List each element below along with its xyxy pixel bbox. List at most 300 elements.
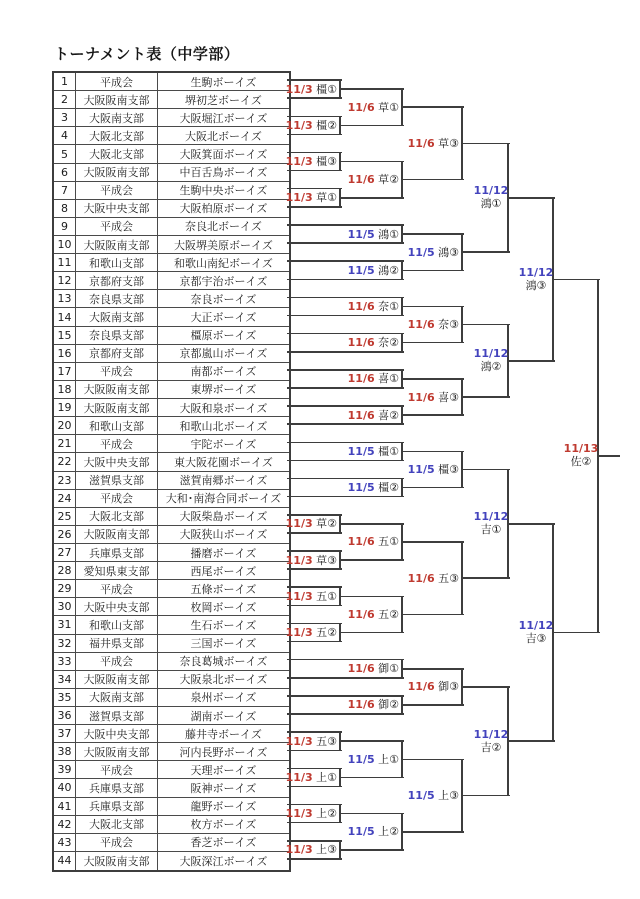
bracket-line bbox=[508, 197, 555, 199]
match-code: 御① bbox=[374, 662, 399, 676]
match-label bbox=[277, 842, 337, 857]
team-name: 三国ボーイズ bbox=[190, 637, 257, 651]
match-code: 橿① bbox=[312, 82, 337, 96]
team-name: 堺初芝ボーイズ bbox=[185, 93, 262, 107]
match-code: 喜③ bbox=[434, 390, 459, 404]
bracket-line bbox=[287, 116, 342, 118]
seed-number: 26 bbox=[54, 526, 76, 543]
bracket-line bbox=[287, 97, 342, 99]
bracket-line bbox=[287, 840, 342, 842]
team-name: 大阪堀江ボーイズ bbox=[179, 111, 268, 125]
bracket-line bbox=[287, 731, 342, 733]
match-date: 11/3 bbox=[285, 626, 313, 640]
bracket-line bbox=[287, 152, 342, 154]
bracket-line bbox=[340, 777, 404, 779]
bracket-line bbox=[402, 541, 464, 543]
branch-name: 平成会 bbox=[76, 653, 158, 670]
bracket-line bbox=[340, 559, 404, 561]
match-code: 鴻② bbox=[480, 360, 502, 374]
match-date: 11/12 bbox=[473, 184, 509, 198]
branch-name: 大阪阪南支部 bbox=[76, 164, 158, 181]
match-code: 五③ bbox=[312, 734, 337, 748]
bracket-line bbox=[287, 134, 342, 136]
bracket-line bbox=[287, 387, 404, 389]
branch-name: 大阪北支部 bbox=[76, 816, 158, 833]
match-label bbox=[339, 227, 399, 242]
match-label bbox=[277, 118, 337, 133]
team-name: 香芝ボーイズ bbox=[190, 836, 257, 850]
team-name: 生駒中央ボーイズ bbox=[179, 184, 268, 198]
bracket-line bbox=[462, 795, 510, 797]
branch-name: 大阪北支部 bbox=[76, 508, 158, 525]
bracket-line bbox=[287, 641, 342, 643]
bracket-line bbox=[553, 632, 600, 634]
match-label bbox=[277, 589, 337, 604]
seed-number: 23 bbox=[54, 472, 76, 489]
seed-number: 25 bbox=[54, 508, 76, 525]
seed-number: 6 bbox=[54, 164, 76, 181]
branch-name: 京都府支部 bbox=[76, 345, 158, 362]
branch-name: 平成会 bbox=[76, 761, 158, 778]
bracket-line bbox=[402, 179, 464, 181]
branch-name: 大阪南支部 bbox=[76, 109, 158, 126]
bracket-line bbox=[287, 514, 342, 516]
team-name: 大阪堺美原ボーイズ bbox=[174, 238, 273, 252]
match-label bbox=[399, 390, 459, 405]
seed-number: 9 bbox=[54, 218, 76, 235]
branch-name: 平成会 bbox=[76, 580, 158, 597]
match-date: 11/3 bbox=[285, 807, 313, 821]
match-label bbox=[339, 480, 399, 495]
bracket-line bbox=[402, 233, 464, 235]
bracket-line bbox=[402, 306, 464, 308]
match-code: 御③ bbox=[434, 680, 459, 694]
bracket-line bbox=[340, 596, 404, 598]
match-label bbox=[277, 734, 337, 749]
branch-name: 大阪北支部 bbox=[76, 127, 158, 144]
match-date: 11/5 bbox=[347, 825, 375, 839]
match-label bbox=[399, 245, 459, 260]
seed-number: 43 bbox=[54, 834, 76, 851]
match-code: 上③ bbox=[312, 843, 337, 857]
match-date: 11/5 bbox=[407, 463, 435, 476]
bracket-line bbox=[287, 170, 342, 172]
match-code: 奈③ bbox=[434, 318, 459, 332]
seed-number: 40 bbox=[54, 779, 76, 796]
bracket-line bbox=[287, 333, 404, 335]
team-name: 五條ボーイズ bbox=[190, 582, 257, 596]
team-name: 南都ボーイズ bbox=[190, 365, 257, 379]
match-code: 佐② bbox=[570, 455, 592, 469]
branch-name: 奈良県支部 bbox=[76, 327, 158, 344]
branch-name: 大阪阪南支部 bbox=[76, 381, 158, 398]
bracket-line bbox=[340, 161, 404, 163]
bracket-line bbox=[287, 695, 404, 697]
match-date: 11/5 bbox=[347, 752, 375, 766]
team-name: 生駒ボーイズ bbox=[190, 75, 257, 89]
bracket-line bbox=[287, 79, 342, 81]
bracket-line bbox=[402, 668, 464, 670]
bracket-line bbox=[462, 396, 510, 398]
team-name: 京都宇治ボーイズ bbox=[179, 274, 268, 288]
team-name: 大阪箕面ボーイズ bbox=[179, 148, 268, 161]
team-name: 大阪北ボーイズ bbox=[185, 129, 262, 143]
match-code: 橿① bbox=[374, 444, 399, 458]
match-date: 11/3 bbox=[285, 82, 313, 96]
match-label bbox=[339, 752, 399, 767]
match-label bbox=[277, 806, 337, 821]
bracket-line bbox=[402, 831, 464, 833]
bracket-line bbox=[287, 822, 342, 824]
seed-number: 36 bbox=[54, 707, 76, 724]
seed-number: 22 bbox=[54, 453, 76, 470]
branch-name: 大阪阪南支部 bbox=[76, 399, 158, 416]
team-name: 橿原ボーイズ bbox=[190, 329, 257, 343]
team-name: 河内長野ボーイズ bbox=[179, 745, 268, 759]
bracket-line bbox=[553, 279, 600, 281]
bracket-line bbox=[287, 786, 342, 788]
branch-name: 平成会 bbox=[76, 218, 158, 235]
match-label bbox=[339, 335, 399, 350]
team-name: 大阪泉北ボーイズ bbox=[179, 673, 268, 687]
bracket-line bbox=[287, 550, 342, 552]
bracket-line bbox=[402, 759, 464, 761]
match-code: 御② bbox=[374, 698, 399, 712]
bracket-line bbox=[462, 686, 510, 688]
seed-number: 8 bbox=[54, 200, 76, 217]
bracket-line bbox=[402, 342, 464, 344]
bracket-line bbox=[340, 813, 404, 815]
match-code: 草① bbox=[312, 191, 337, 205]
seed-number: 44 bbox=[54, 852, 76, 870]
team-name: 枚岡ボーイズ bbox=[190, 600, 257, 614]
bracket-line bbox=[287, 659, 404, 661]
match-date: 11/3 bbox=[285, 770, 313, 784]
team-name: 阪神ボーイズ bbox=[190, 781, 257, 795]
match-date: 11/5 bbox=[347, 227, 375, 241]
bracket-line bbox=[402, 414, 464, 416]
bracket-line bbox=[287, 750, 342, 752]
seed-number: 12 bbox=[54, 272, 76, 289]
match-label bbox=[339, 299, 399, 314]
branch-name: 兵庫県支部 bbox=[76, 779, 158, 796]
match-label bbox=[339, 444, 399, 459]
team-name: 滋賀南郷ボーイズ bbox=[179, 474, 268, 488]
branch-name: 平成会 bbox=[76, 435, 158, 452]
match-code: 橿③ bbox=[434, 463, 459, 476]
branch-name: 大阪北支部 bbox=[76, 145, 158, 162]
seed-number: 27 bbox=[54, 544, 76, 561]
seed-number: 35 bbox=[54, 689, 76, 706]
match-date: 11/6 bbox=[407, 390, 435, 404]
seed-number: 19 bbox=[54, 399, 76, 416]
bracket-line bbox=[508, 523, 555, 525]
team-name: 天理ボーイズ bbox=[190, 763, 257, 777]
bracket-line bbox=[508, 360, 555, 362]
match-code: 上③ bbox=[434, 789, 459, 803]
bracket-line bbox=[287, 405, 404, 407]
bracket-line bbox=[340, 740, 404, 742]
branch-name: 平成会 bbox=[76, 182, 158, 199]
match-date: 11/5 bbox=[347, 481, 375, 495]
match-label bbox=[277, 625, 337, 640]
team-name: 奈良北ボーイズ bbox=[185, 220, 262, 234]
match-date: 11/3 bbox=[285, 191, 313, 205]
match-code: 五② bbox=[374, 607, 399, 621]
bracket-line bbox=[287, 677, 404, 679]
branch-name: 平成会 bbox=[76, 834, 158, 851]
bracket-line bbox=[287, 568, 342, 570]
seed-number: 2 bbox=[54, 91, 76, 108]
match-date: 11/6 bbox=[347, 607, 375, 621]
match-label bbox=[277, 190, 337, 205]
match-label bbox=[399, 679, 459, 694]
match-date: 11/3 bbox=[285, 843, 313, 857]
bracket-line bbox=[287, 496, 404, 498]
seed-number: 1 bbox=[54, 73, 76, 90]
team-name: 東大阪花園ボーイズ bbox=[174, 455, 273, 469]
match-code: 鴻② bbox=[374, 263, 399, 277]
match-code: 鴻① bbox=[374, 227, 399, 241]
team-name: 奈良葛城ボーイズ bbox=[179, 655, 268, 669]
match-date: 11/6 bbox=[347, 662, 375, 676]
match-label bbox=[399, 788, 459, 803]
bracket-line bbox=[287, 460, 404, 462]
branch-name: 和歌山支部 bbox=[76, 254, 158, 271]
branch-name: 大阪中央支部 bbox=[76, 200, 158, 217]
bracket-line bbox=[402, 378, 464, 380]
branch-name: 和歌山支部 bbox=[76, 417, 158, 434]
bracket-line bbox=[287, 858, 342, 860]
match-code: 喜① bbox=[374, 372, 399, 386]
match-label bbox=[339, 534, 399, 549]
seed-number: 10 bbox=[54, 236, 76, 253]
bracket-line bbox=[462, 469, 510, 471]
branch-name: 京都府支部 bbox=[76, 272, 158, 289]
branch-name: 大阪阪南支部 bbox=[76, 852, 158, 870]
match-date: 11/6 bbox=[407, 318, 435, 332]
match-code: 草① bbox=[374, 100, 399, 114]
team-name: 大正ボーイズ bbox=[190, 311, 257, 325]
team-name: 宇陀ボーイズ bbox=[190, 437, 257, 451]
seed-number: 15 bbox=[54, 327, 76, 344]
match-code: 草② bbox=[374, 173, 399, 187]
seed-number: 5 bbox=[54, 145, 76, 162]
match-code: 上① bbox=[312, 770, 337, 784]
team-name: 湖南ボーイズ bbox=[190, 709, 257, 723]
seed-number: 13 bbox=[54, 290, 76, 307]
bracket-line bbox=[287, 297, 404, 299]
match-date: 11/6 bbox=[347, 372, 375, 386]
bracket-line bbox=[598, 455, 620, 457]
bracket-line bbox=[287, 315, 404, 317]
match-label bbox=[399, 317, 459, 332]
team-name: 播磨ボーイズ bbox=[190, 546, 257, 560]
team-name: 大阪柏原ボーイズ bbox=[179, 202, 268, 216]
seed-number: 24 bbox=[54, 490, 76, 507]
match-code: 上② bbox=[374, 825, 399, 839]
bracket-line bbox=[402, 106, 464, 108]
branch-name: 福井県支部 bbox=[76, 635, 158, 652]
team-name: 龍野ボーイズ bbox=[190, 800, 257, 814]
branch-name: 平成会 bbox=[76, 490, 158, 507]
match-date: 11/6 bbox=[347, 299, 375, 313]
seed-number: 31 bbox=[54, 616, 76, 633]
match-date: 11/6 bbox=[407, 136, 435, 150]
bracket-line bbox=[287, 804, 342, 806]
seed-number: 21 bbox=[54, 435, 76, 452]
page-title: トーナメント表（中学部） bbox=[54, 45, 240, 63]
match-label bbox=[339, 607, 399, 622]
match-date: 11/12 bbox=[473, 510, 509, 524]
bracket-line bbox=[340, 197, 404, 199]
match-date: 11/3 bbox=[285, 118, 313, 132]
bracket-line bbox=[287, 442, 404, 444]
bracket-line bbox=[287, 623, 342, 625]
branch-name: 愛知県東支部 bbox=[76, 562, 158, 579]
branch-name: 大阪中央支部 bbox=[76, 453, 158, 470]
match-code: 鴻③ bbox=[525, 278, 547, 292]
match-code: 奈② bbox=[374, 336, 399, 350]
bracket-line bbox=[287, 188, 342, 190]
match-date: 11/12 bbox=[518, 265, 554, 279]
team-name: 大阪和泉ボーイズ bbox=[179, 401, 268, 415]
seed-number: 33 bbox=[54, 653, 76, 670]
seed-number: 39 bbox=[54, 761, 76, 778]
seed-number: 34 bbox=[54, 671, 76, 688]
seed-number: 17 bbox=[54, 363, 76, 380]
match-code: 五② bbox=[312, 626, 337, 640]
match-date: 11/12 bbox=[518, 619, 554, 633]
match-date: 11/5 bbox=[407, 789, 435, 803]
bracket-line bbox=[402, 614, 464, 616]
bracket-line bbox=[287, 224, 404, 226]
match-code: 橿③ bbox=[312, 155, 337, 169]
match-code: 草③ bbox=[434, 136, 459, 150]
match-code: 奈① bbox=[374, 299, 399, 313]
match-date: 11/5 bbox=[347, 263, 375, 277]
bracket-line bbox=[340, 849, 404, 851]
bracket-line bbox=[287, 423, 404, 425]
team-name: 大阪狭山ボーイズ bbox=[179, 528, 268, 542]
seed-number: 30 bbox=[54, 598, 76, 615]
match-label bbox=[277, 154, 337, 169]
branch-name: 大阪阪南支部 bbox=[76, 526, 158, 543]
match-date: 11/6 bbox=[347, 100, 375, 114]
bracket-line bbox=[287, 586, 342, 588]
match-date: 11/6 bbox=[347, 698, 375, 712]
bracket-line bbox=[287, 351, 404, 353]
team-name: 和歌山南紀ボーイズ bbox=[174, 256, 273, 270]
branch-name: 大阪南支部 bbox=[76, 689, 158, 706]
match-date: 11/6 bbox=[347, 408, 375, 422]
match-label bbox=[399, 136, 459, 151]
bracket-line bbox=[340, 523, 404, 525]
match-code: 鴻③ bbox=[434, 245, 459, 259]
match-label bbox=[399, 462, 459, 477]
seed-number: 32 bbox=[54, 635, 76, 652]
seed-number: 37 bbox=[54, 725, 76, 742]
bracket-line bbox=[287, 260, 404, 262]
match-date: 11/13 bbox=[563, 442, 599, 456]
match-code: 草② bbox=[312, 517, 337, 531]
branch-name: 大阪阪南支部 bbox=[76, 91, 158, 108]
team-name: 生石ボーイズ bbox=[190, 618, 257, 632]
team-name: 和歌山北ボーイズ bbox=[179, 419, 268, 433]
branch-name: 滋賀県支部 bbox=[76, 472, 158, 489]
match-date: 11/5 bbox=[347, 444, 375, 458]
branch-name: 平成会 bbox=[76, 363, 158, 380]
match-code: 五① bbox=[374, 535, 399, 549]
team-name: 泉州ボーイズ bbox=[190, 691, 257, 705]
branch-name: 和歌山支部 bbox=[76, 616, 158, 633]
match-label bbox=[277, 82, 337, 97]
match-label bbox=[339, 697, 399, 712]
match-date: 11/12 bbox=[473, 727, 509, 741]
bracket-line bbox=[287, 242, 404, 244]
bracket-line bbox=[287, 369, 404, 371]
team-name: 枚方ボーイズ bbox=[190, 818, 257, 832]
branch-name: 兵庫県支部 bbox=[76, 544, 158, 561]
branch-name: 大阪阪南支部 bbox=[76, 743, 158, 760]
team-name: 西尾ボーイズ bbox=[190, 564, 257, 578]
match-code: 橿② bbox=[374, 481, 399, 495]
team-name: 藤井寺ボーイズ bbox=[185, 727, 262, 741]
match-label bbox=[339, 263, 399, 278]
bracket-line bbox=[287, 768, 342, 770]
match-code: 吉② bbox=[480, 740, 502, 754]
match-code: 鴻① bbox=[480, 197, 502, 211]
bracket-line bbox=[402, 270, 464, 272]
bracket-line bbox=[508, 740, 555, 742]
match-date: 11/6 bbox=[407, 571, 435, 585]
match-code: 五① bbox=[312, 589, 337, 603]
team-name: 大和･南海合同ボーイズ bbox=[165, 492, 282, 506]
bracket-line bbox=[340, 632, 404, 634]
branch-name: 大阪阪南支部 bbox=[76, 236, 158, 253]
bracket-line bbox=[462, 251, 510, 253]
seed-number: 14 bbox=[54, 308, 76, 325]
branch-name: 平成会 bbox=[76, 73, 158, 90]
match-date: 11/12 bbox=[473, 347, 509, 361]
match-date: 11/3 bbox=[285, 734, 313, 748]
seed-number: 41 bbox=[54, 798, 76, 815]
bracket-line bbox=[462, 324, 510, 326]
match-date: 11/3 bbox=[285, 517, 313, 531]
bracket-line bbox=[462, 143, 510, 145]
match-label bbox=[277, 553, 337, 568]
match-code: 草③ bbox=[312, 553, 337, 567]
match-code: 吉① bbox=[480, 523, 502, 537]
bracket-line bbox=[287, 605, 342, 607]
team-name: 大阪柴島ボーイズ bbox=[179, 510, 268, 524]
seed-number: 42 bbox=[54, 816, 76, 833]
match-code: 吉③ bbox=[525, 632, 547, 646]
match-date: 11/5 bbox=[407, 245, 435, 259]
seed-number: 28 bbox=[54, 562, 76, 579]
match-date: 11/3 bbox=[285, 553, 313, 567]
match-code: 五③ bbox=[434, 571, 459, 585]
match-label bbox=[399, 571, 459, 586]
bracket-line bbox=[402, 451, 464, 453]
match-code: 橿② bbox=[312, 118, 337, 132]
match-label bbox=[339, 408, 399, 423]
match-code: 喜② bbox=[374, 408, 399, 422]
bracket-line bbox=[402, 704, 464, 706]
bracket-line bbox=[462, 577, 510, 579]
branch-name: 大阪中央支部 bbox=[76, 725, 158, 742]
bracket-line bbox=[402, 487, 464, 489]
